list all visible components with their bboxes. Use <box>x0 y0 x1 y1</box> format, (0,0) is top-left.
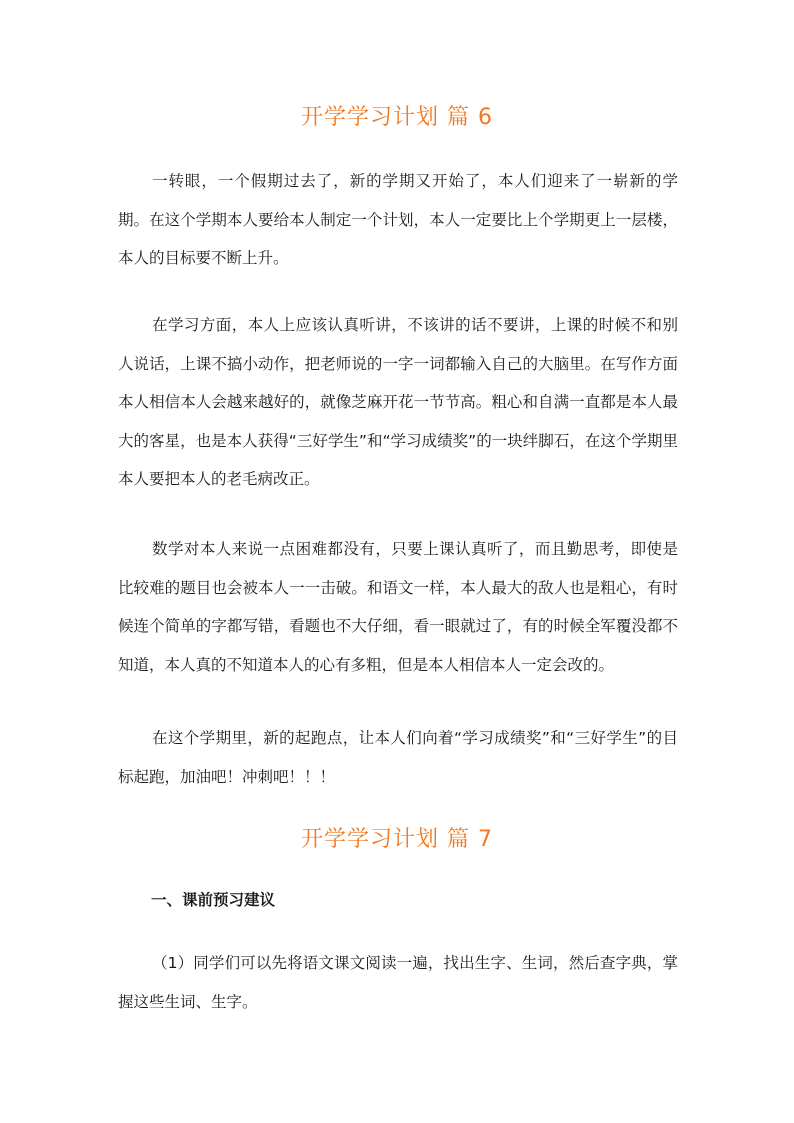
paragraph: 在学习方面，本人上应该认真听讲，不该讲的话不要讲，上课的时候不和别人说话，上课不搞小动作，把老师说的一字一词都输入自己的大脑里。在写作方面本人相信本人会越来越好的，就像芝麻开花一节节高。粗心和自满一直都是本人最大的客星，也是本人获得“三好学生”和“学习成绩奖”的一块绊脚石，在这个学期里本人要把本人的老毛病改正。 <box>118 316 678 488</box>
section-heading-7: 开学学习计划 篇 7 <box>301 827 493 852</box>
section-heading-6: 开学学习计划 篇 6 <box>301 105 493 130</box>
paragraph: （1）同学们可以先将语文课文阅读一遍，找出生字、生词，然后查字典，掌握这些生词、生字。 <box>118 954 678 1011</box>
paragraph: 在这个学期里，新的起跑点，让本人们向着“学习成绩奖”和“三好学生”的目标起跑，加油吧！冲刺吧！！！ <box>118 729 678 786</box>
sub-heading: 一、课前预习建议 <box>151 891 276 909</box>
paragraph: 一转眼，一个假期过去了，新的学期又开始了，本人们迎来了一崭新的学期。在这个学期本人要给本人制定一个计划，本人一定要比上个学期更上一层楼，本人的目标要不断上升。 <box>118 172 678 267</box>
paragraph: 数学对本人来说一点困难都没有，只要上课认真听了，而且勤思考，即使是比较难的题目也会被本人一一击破。和语文一样，本人最大的敌人也是粗心，有时候连个简单的字都写错，看题也不大仔细，看一眼就过了，有的时候全军覆没都不知道，本人真的不知道本人的心有多粗，但是本人相信本人一定会改的。 <box>118 540 678 674</box>
